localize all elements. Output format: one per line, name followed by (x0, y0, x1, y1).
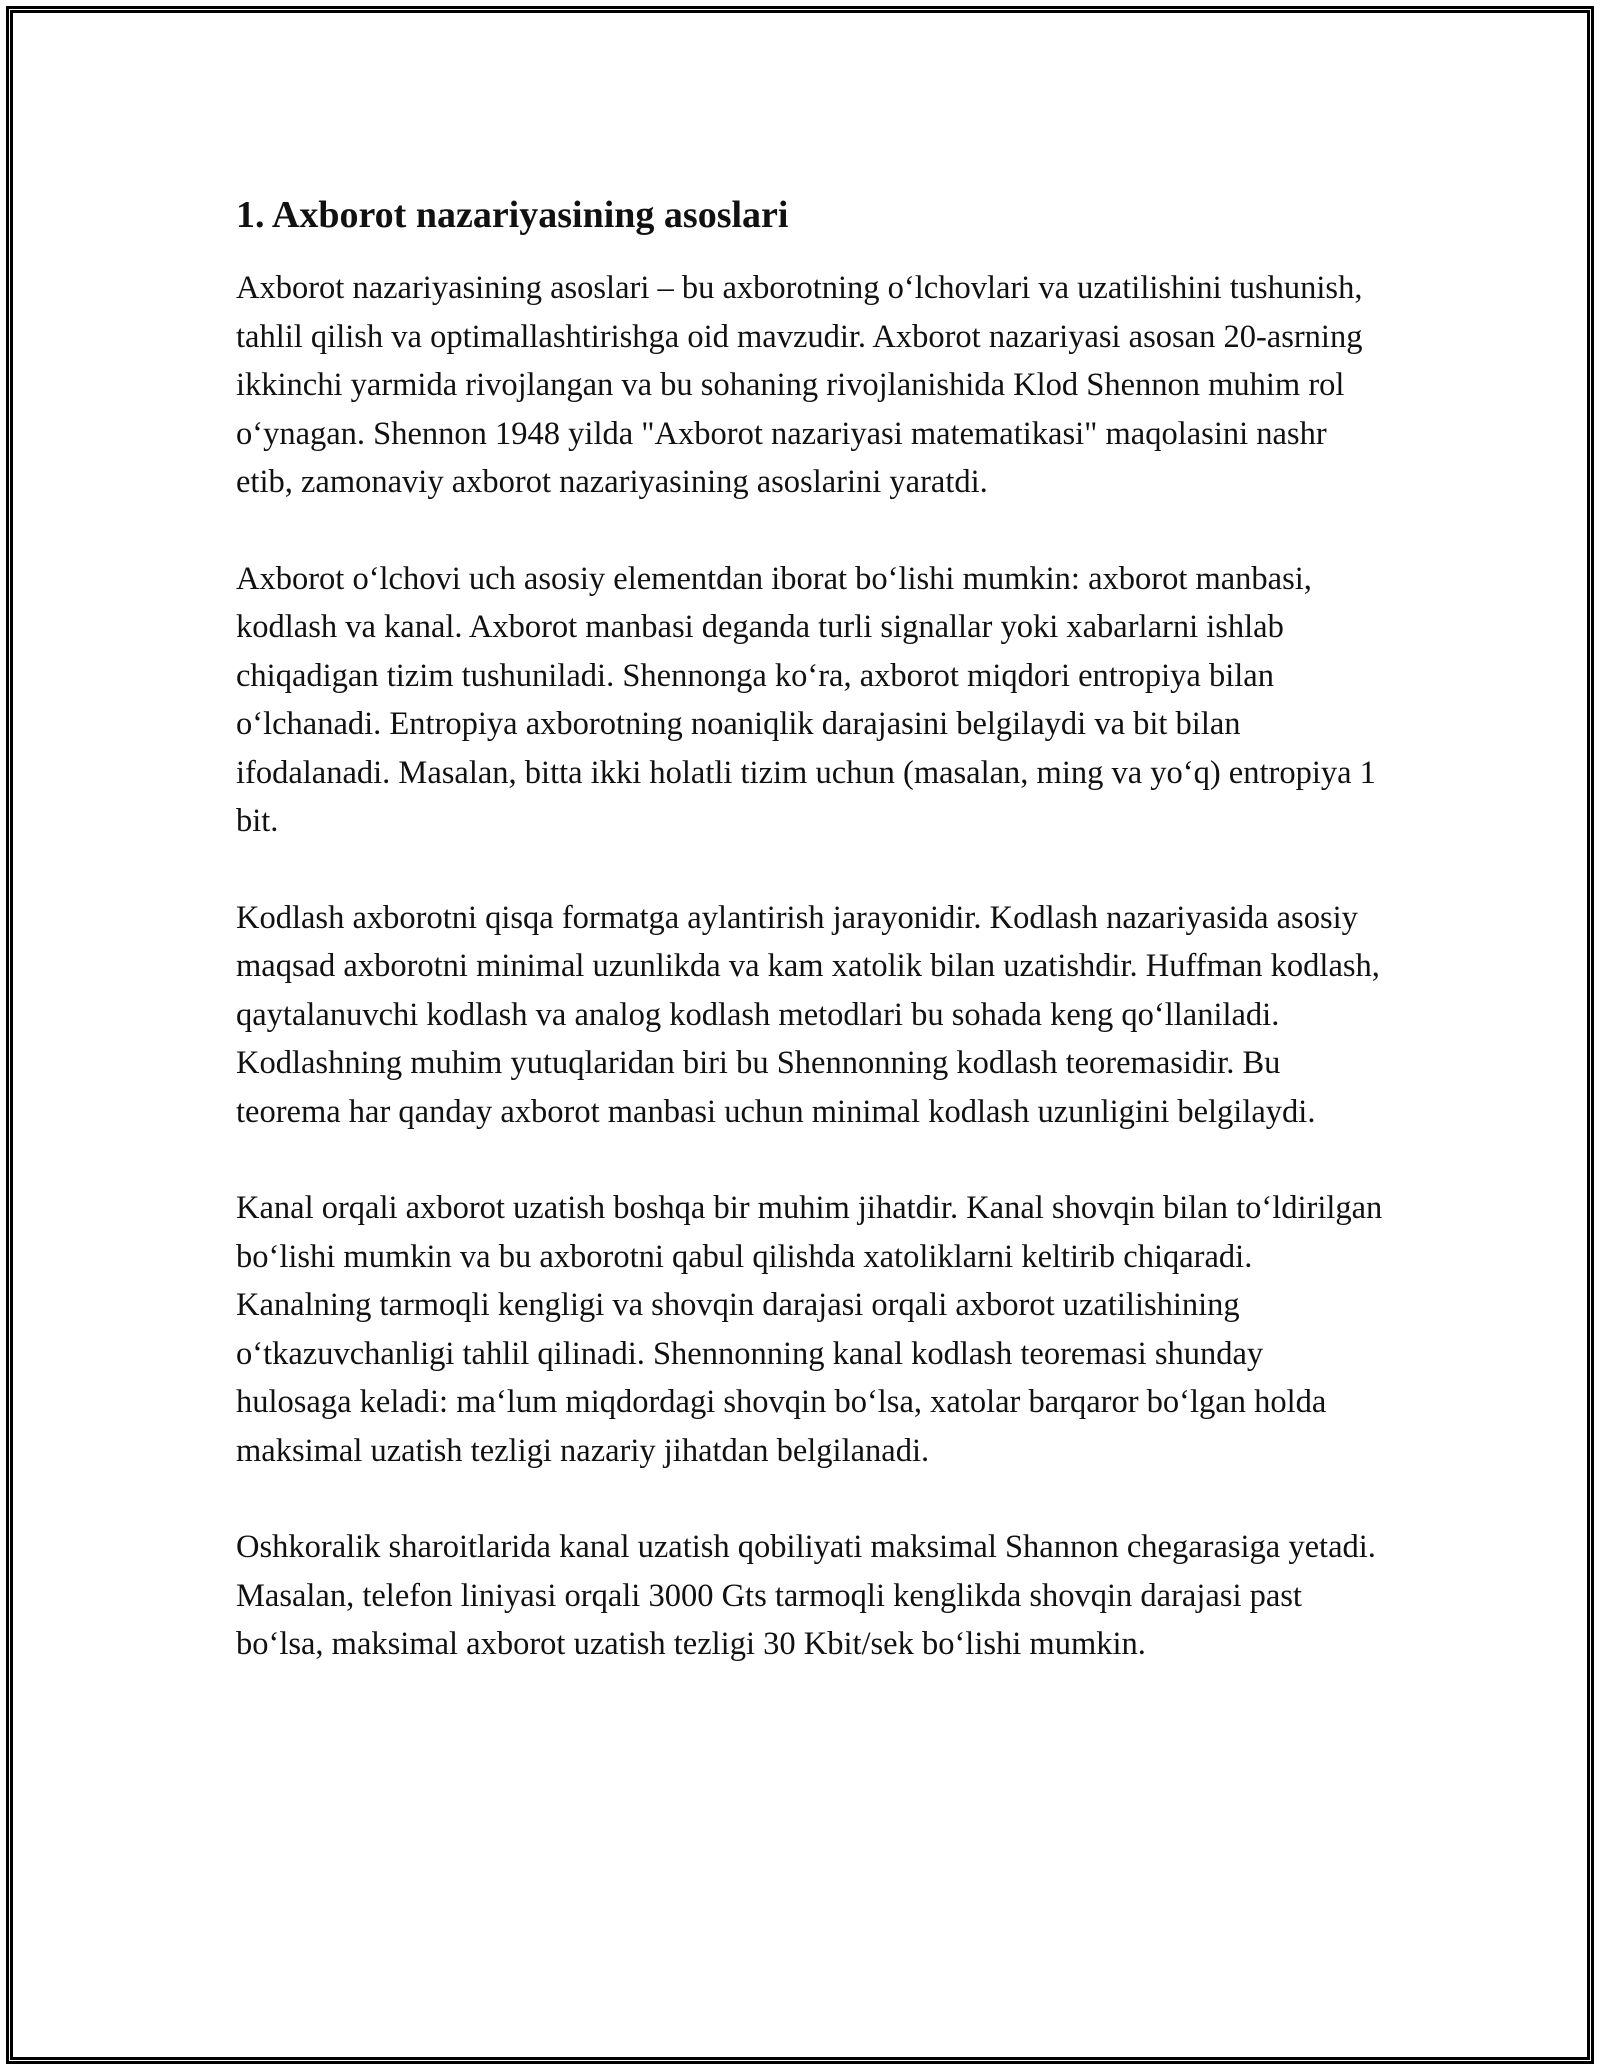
paragraph-capacity: Oshkoralik sharoitlarida kanal uzatish qobiliyati maksimal Shannon chegarasiga yetadi. Masalan, telefon liniyasi orqali 3000 Gts tarmoqli kenglikda shovqin darajasi past bo‘lsa, maksimal axborot uzatish tezligi 30 Kbit/sek bo‘lishi mumkin. (236, 1529, 1376, 1662)
paragraph-channel: Kanal orqali axborot uzatish boshqa bir muhim jihatdir. Kanal shovqin bilan to‘ldirilgan bo‘lishi mumkin va bu axborotni qabul qilishda xatoliklarni keltirib chiqaradi. Kanalning tarmoqli kengligi va shovqin darajasi orqali axborot uzatilishining o‘tkazuvchanligi tahlil qilinadi. Shennonning kanal kodlash teoremasi shunday hulosaga keladi: ma‘lum miqdordagi shovqin bo‘lsa, xatolar barqaror bo‘lgan holda maksimal uzatish tezligi nazariy jihatdan belgilanadi. (236, 1190, 1383, 1469)
paragraph-measurement: Axborot o‘lchovi uch asosiy elementdan iborat bo‘lishi mumkin: axborot manbasi, kodlash va kanal. Axborot manbasi deganda turli signallar yoki xabarlarni ishlab chiqadigan tizim tushuniladi. Shennonga ko‘ra, axborot miqdori entropiya bilan o‘lchanadi. Entropiya axborotning noaniqlik darajasini belgilaydi va bit bilan ifodalanadi. Masalan, bitta ikki holatli tizim uchun (masalan, ming va yo‘q) entropiya 1 bit. (236, 560, 1376, 839)
paragraph-coding: Kodlash axborotni qisqa formatga aylantirish jarayonidir. Kodlash nazariyasida asosiy maqsad axborotni minimal uzunlikda va kam xatolik bilan uzatishdir. Huffman kodlash, qaytalanuvchi kodlash va analog kodlash metodlari bu sohada keng qo‘llaniladi. Kodlashning muhim yutuqlaridan biri bu Shennonning kodlash teoremasidir. Bu teorema har qanday axborot manbasi uchun minimal kodlash uzunligini belgilaydi. (236, 899, 1380, 1130)
document-body (236, 188, 1386, 1717)
document-title: 1. Axborot nazariyasining asoslari (236, 194, 789, 236)
paragraph-intro: Axborot nazariyasining asoslari – bu axborotning o‘lchovlari va uzatilishini tushunish, tahlil qilish va optimallashtirishga oid mavzudir. Axborot nazariyasi asosan 20-asrning ikkinchi yarmida rivojlangan va bu sohaning rivojlanishida Klod Shennon muhim rol o‘ynagan. Shennon 1948 yilda "Axborot nazariyasi matematikasi" maqolasini nashr etib, zamonaviy axborot nazariyasining asoslarini yaratdi. (236, 270, 1363, 500)
